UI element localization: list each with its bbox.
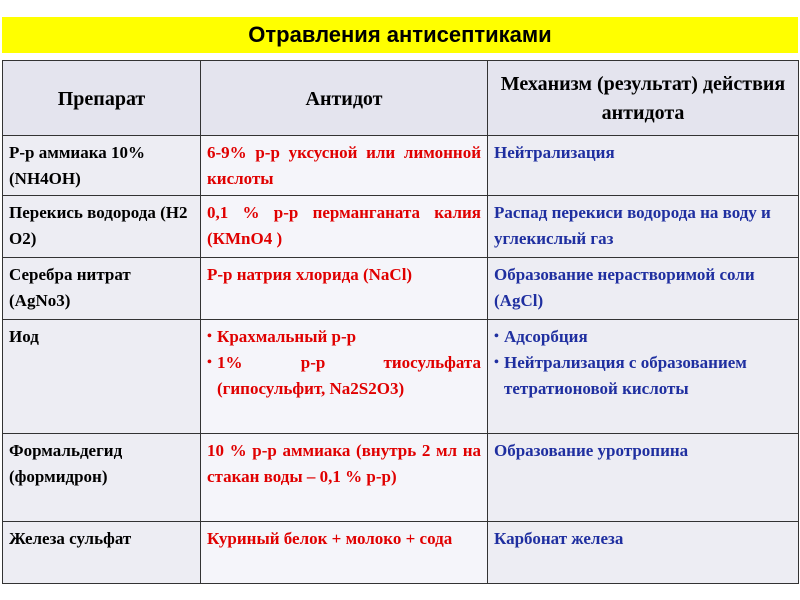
slide-title: Отравления антисептиками	[2, 17, 798, 53]
cell-antidote: 6-9% р-р уксусной или лимонной кислоты	[201, 136, 488, 196]
cell-antidote-list	[201, 320, 488, 434]
cell-preparation: Железа сульфат	[3, 522, 201, 584]
cell-mechanism: Образование нерастворимой соли (AgCl)	[488, 258, 799, 320]
list-item: • Крахмальный р-р	[207, 324, 481, 350]
cell-mechanism: Образование уротропина	[488, 434, 799, 522]
cell-antidote: Р-р натрия хлорида (NaCl)	[201, 258, 488, 320]
table-header-row	[3, 61, 799, 136]
cell-preparation: Перекись водорода (Н2 О2)	[3, 196, 201, 258]
table-row	[3, 136, 799, 196]
table-row	[3, 258, 799, 320]
header-mechanism: Механизм (результат) действия антидота	[488, 61, 799, 136]
table-row	[3, 320, 799, 434]
cell-mechanism: Распад перекиси водорода на воду и углекислый газ	[488, 196, 799, 258]
table-row	[3, 522, 799, 584]
cell-preparation: Иод	[3, 320, 201, 434]
cell-antidote: Куриный белок + молоко + сода	[201, 522, 488, 584]
table-row	[3, 434, 799, 522]
list-item: • Адсорбция	[494, 324, 792, 350]
table-row	[3, 196, 799, 258]
cell-preparation: Формальдегид (формидрон)	[3, 434, 201, 522]
cell-preparation: Серебра нитрат (AgNo3)	[3, 258, 201, 320]
cell-preparation: Р-р аммиака 10% (NH4OH)	[3, 136, 201, 196]
cell-antidote: 0,1 % р-р перманганата калия (КМnО4 )	[201, 196, 488, 258]
cell-mechanism-list	[488, 320, 799, 434]
antidote-table	[2, 60, 799, 584]
list-item: • 1% р-р тиосульфата (гипосульфит, Na2S2O3)	[207, 350, 481, 402]
cell-mechanism: Нейтрализация	[488, 136, 799, 196]
list-item: • Нейтрализация с образованием тетратионовой кислоты	[494, 350, 792, 402]
header-preparation: Препарат	[3, 61, 201, 136]
header-antidote: Антидот	[201, 61, 488, 136]
cell-antidote: 10 % р-р аммиака (внутрь 2 мл на стакан воды – 0,1 % р-р)	[201, 434, 488, 522]
cell-mechanism: Карбонат железа	[488, 522, 799, 584]
